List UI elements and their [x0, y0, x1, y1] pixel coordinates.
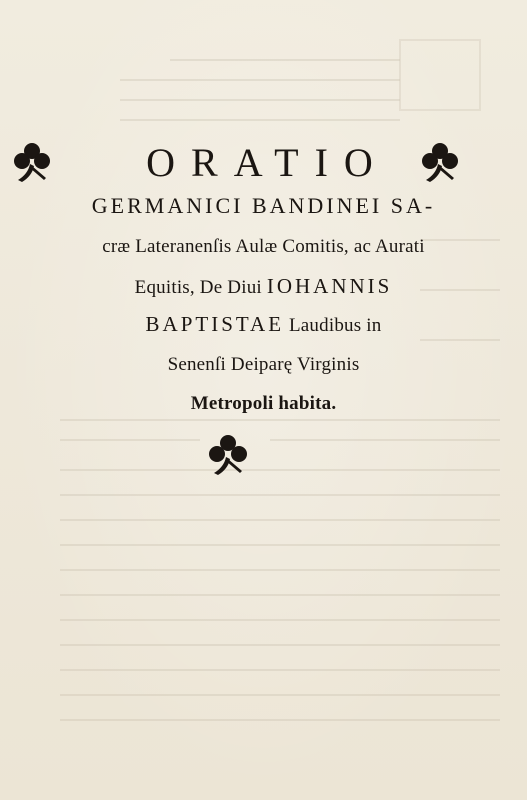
title-line-3-name: IOHANNIS: [266, 274, 393, 298]
page-title: ORATIO: [146, 140, 389, 185]
title-line-3: [0, 274, 527, 299]
title-line-1: GERMANICI BANDINEI SA-: [91, 193, 436, 218]
fleuron-icon: [418, 140, 462, 184]
title-line-2: cræ Lateranenſis Aulæ Comitis, ac Aurati: [102, 236, 425, 257]
title-line-5: Senenſi Deiparę Virginis: [167, 354, 360, 375]
title-line-3-text: Equitis, De Diui: [134, 277, 267, 298]
title-line-4: [0, 312, 527, 337]
title-line-4-name: BAPTISTAE: [145, 312, 285, 336]
title-line-6: Metropoli habita.: [190, 393, 337, 414]
fleuron-icon: [206, 433, 250, 477]
title-row: [0, 140, 527, 190]
title-line-4-text: Laudibus in: [284, 315, 382, 336]
